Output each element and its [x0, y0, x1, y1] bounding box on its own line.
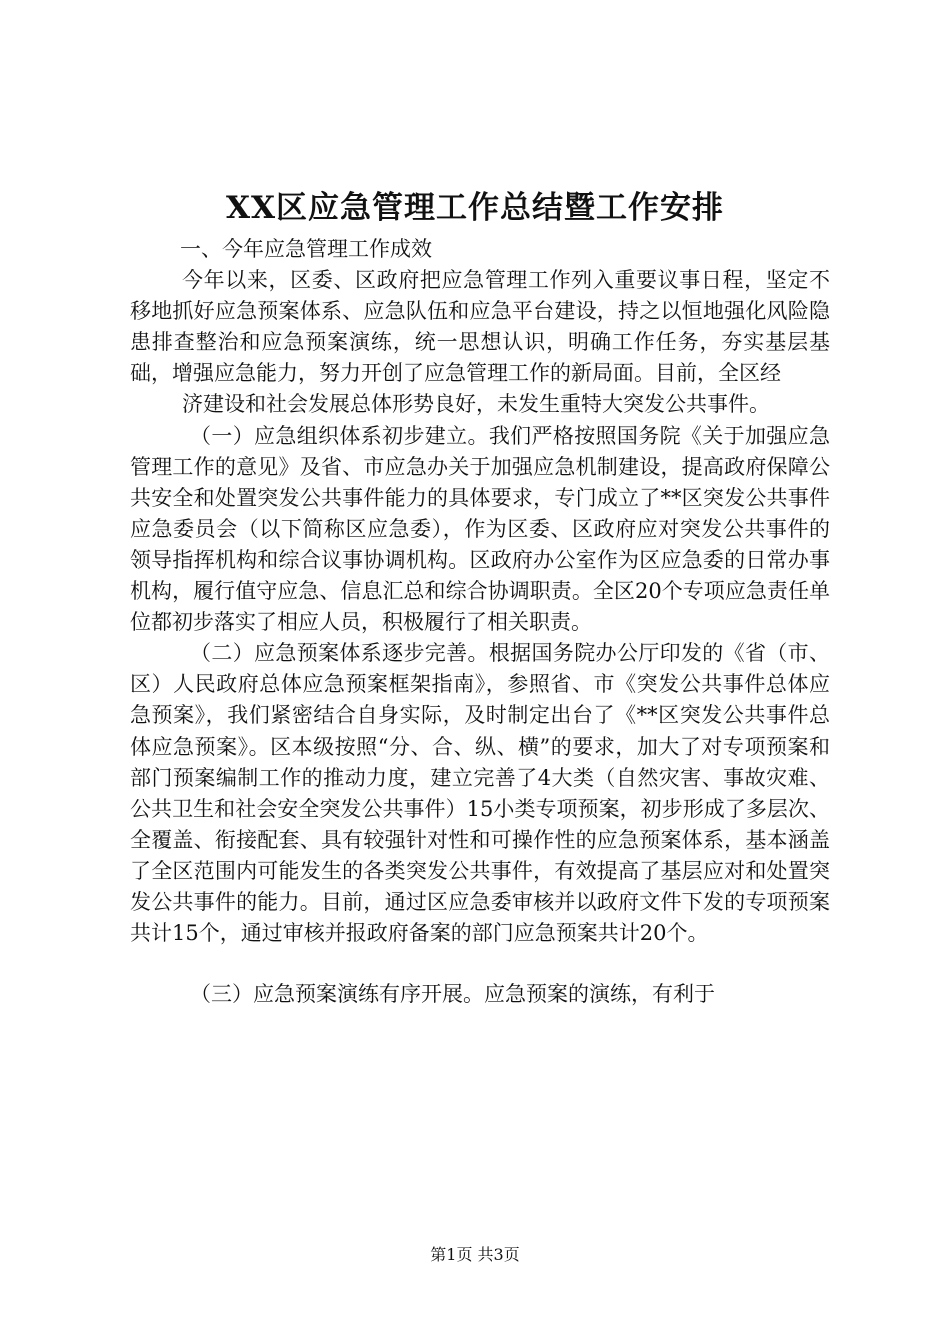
- page-footer: 第1页 共3页: [430, 1245, 520, 1264]
- document-body: [130, 234, 830, 1010]
- paragraph-intro-continued: 济建设和社会发展总体形势良好，未发生重特大突发公共事件。: [182, 392, 770, 417]
- paragraph-intro: 今年以来，区委、区政府把应急管理工作列入重要议事日程，坚定不移地抓好应急预案体系、应急队伍和应急平台建设，持之以恒地强化风险隐患排查整治和应急预案演练，统一思想认识，明确工作任务，夯实基层基础，增强应急能力，努力开创了应急管理工作的新局面。目前，全区经: [130, 268, 830, 386]
- paragraph-organization-system: （一）应急组织体系初步建立。我们严格按照国务院《关于加强应急管理工作的意见》及省、市应急办关于加强应急机制建设，提高政府保障公共安全和处置突发公共事件能力的具体要求，专门成立了**区突发公共事件应急委员会（以下简称区应急委），作为区委、区政府应对突发公共事件的领导指挥机构和综合议事协调机构。区政府办公室作为区应急委的日常办事机构，履行值守应急、信息汇总和综合协调职责。全区20个专项应急责任单位都初步落实了相应人员，积极履行了相关职责。: [130, 423, 830, 635]
- document-title: XX区应急管理工作总结暨工作安排: [225, 190, 725, 226]
- section-heading: 一、今年应急管理工作成效: [180, 237, 432, 261]
- paragraph-plan-drills: （三）应急预案演练有序开展。应急预案的演练，有利于: [190, 982, 715, 1007]
- paragraph-plan-system: （二）应急预案体系逐步完善。根据国务院办公厅印发的《省（市、区）人民政府总体应急预案框架指南》，参照省、市《突发公共事件总体应急预案》，我们紧密结合自身实际，及时制定出台了《**区突发公共事件总体应急预案》。区本级按照“分、合、纵、横”的要求，加大了对专项预案和部门预案编制工作的推动力度，建立完善了4大类（自然灾害、事故灾难、公共卫生和社会安全突发公共事件）15小类专项预案，初步形成了多层次、全覆盖、衔接配套、具有较强针对性和可操作性的应急预案体系，基本涵盖了全区范围内可能发生的各类突发公共事件，有效提高了基层应对和处置突发公共事件的能力。目前，通过区应急委审核并以政府文件下发的专项预案共计15个，通过审核并报政府备案的部门应急预案共计20个。: [130, 641, 830, 946]
